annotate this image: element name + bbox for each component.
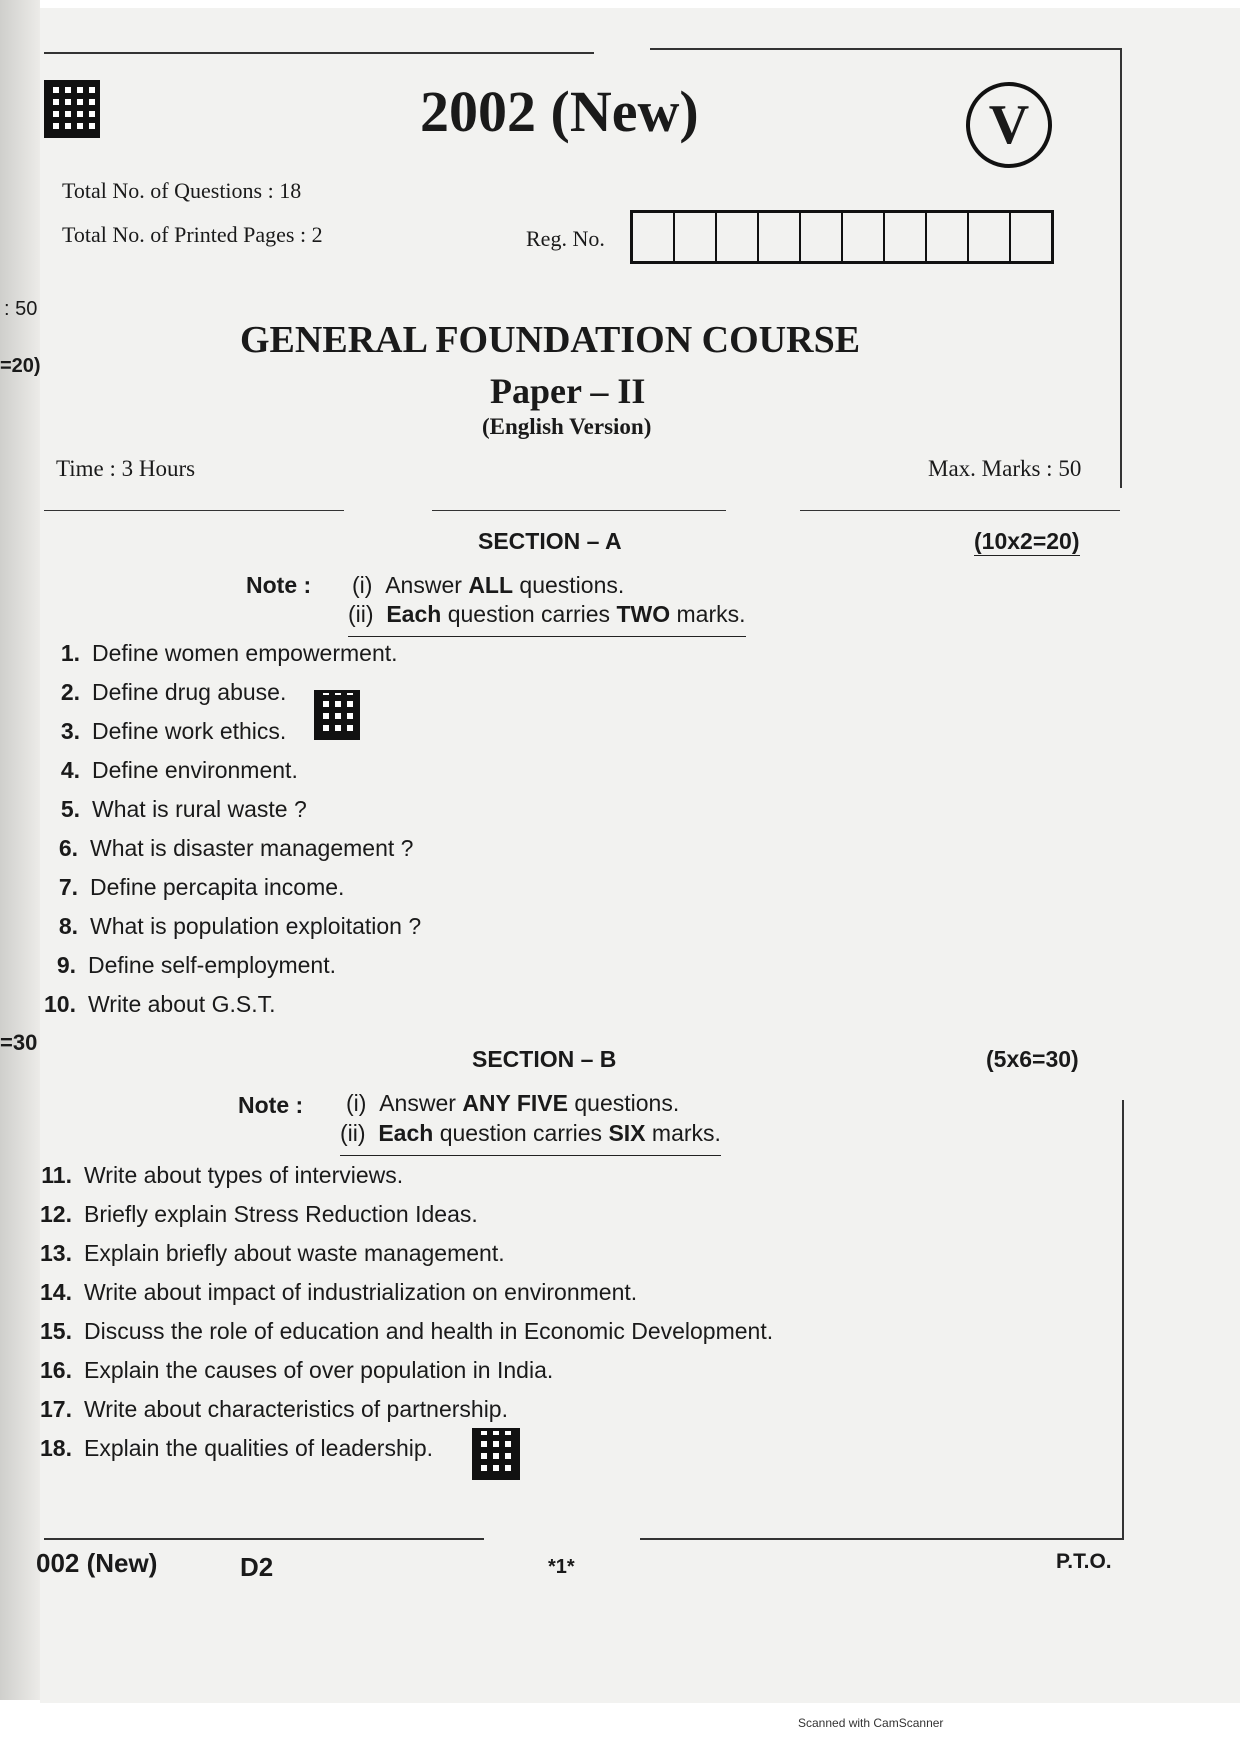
paper-code-title: 2002 (New) — [420, 79, 699, 144]
question-5: 5. What is rural waste ? — [60, 796, 307, 822]
border-top-left — [44, 52, 594, 54]
question-9: 9. Define self-employment. — [56, 952, 336, 978]
border-bottom-right — [640, 1538, 1122, 1540]
qr-code-icon — [44, 80, 100, 138]
question-3: 3. Define work ethics. — [60, 718, 287, 744]
question-1: 1. Define women empowerment. — [60, 640, 398, 666]
qr-code-icon — [314, 690, 360, 740]
margin-mark-a: : 50 — [4, 298, 38, 320]
footer-pto: P.T.O. — [1056, 1550, 1112, 1573]
question-6: 6. What is disaster management ? — [58, 835, 414, 861]
margin-mark-c: =30 — [0, 1030, 38, 1055]
reg-no-boxes — [630, 210, 1054, 264]
qr-code-icon — [472, 1428, 520, 1480]
border-top-right — [650, 48, 1120, 50]
reg-no-label: Reg. No. — [526, 226, 605, 251]
section-b-note-label: Note : — [238, 1092, 304, 1118]
divider-left — [44, 510, 344, 511]
section-a-note-1: (i) Answer ALL questions. — [352, 572, 625, 598]
footer-paper-code: 002 (New) — [36, 1548, 158, 1578]
scanner-watermark: Scanned with CamScanner — [798, 1716, 944, 1730]
question-17: 17. Write about characteristics of partnership. — [40, 1396, 508, 1422]
total-pages: Total No. of Printed Pages : 2 — [62, 222, 323, 247]
question-4: 4. Define environment. — [60, 757, 298, 783]
border-bottom-left — [44, 1538, 484, 1540]
section-b-note-1: (i) Answer ANY FIVE questions. — [346, 1090, 680, 1116]
footer-page-number: *1* — [548, 1556, 575, 1578]
question-8: 8. What is population exploitation ? — [58, 913, 422, 939]
question-7: 7. Define percapita income. — [58, 874, 345, 900]
question-11: 11. Write about types of interviews. — [41, 1162, 404, 1188]
border-right-upper — [1120, 48, 1122, 488]
time-label: Time : 3 Hours — [56, 456, 196, 481]
divider-right — [800, 510, 1120, 511]
version-label: (English Version) — [482, 414, 652, 439]
section-a-title: SECTION – A — [478, 528, 622, 554]
question-13: 13. Explain briefly about waste management. — [40, 1240, 505, 1266]
question-10: 10. Write about G.S.T. — [44, 991, 276, 1017]
section-b-note-2: (ii) Each question carries SIX marks. — [340, 1120, 721, 1156]
margin-mark-b: =20) — [0, 355, 41, 377]
question-12: 12. Briefly explain Stress Reduction Ideas. — [40, 1201, 478, 1227]
course-name: GENERAL FOUNDATION COURSE — [240, 319, 861, 361]
paper-number: Paper – II — [490, 371, 646, 411]
section-a-note-label: Note : — [246, 572, 312, 598]
section-a-note-2: (ii) Each question carries TWO marks. — [348, 601, 746, 637]
border-right-lower — [1122, 1100, 1124, 1540]
max-marks-label: Max. Marks : 50 — [928, 456, 1082, 481]
question-18: 18. Explain the qualities of leadership. — [40, 1435, 434, 1461]
section-b-marks: (5x6=30) — [986, 1046, 1079, 1072]
question-16: 16. Explain the causes of over population in India. — [40, 1357, 554, 1383]
question-2: 2. Define drug abuse. — [60, 679, 287, 705]
total-questions: Total No. of Questions : 18 — [62, 178, 302, 203]
section-b-title: SECTION – B — [472, 1046, 617, 1072]
question-15: 15. Discuss the role of education and health in Economic Development. — [40, 1318, 774, 1344]
section-a-marks: (10x2=20) — [974, 528, 1080, 554]
footer-series: D2 — [240, 1552, 274, 1582]
set-code-badge: V — [966, 82, 1052, 168]
divider-middle — [432, 510, 726, 511]
question-14: 14. Write about impact of industrialization on environment. — [40, 1279, 638, 1305]
